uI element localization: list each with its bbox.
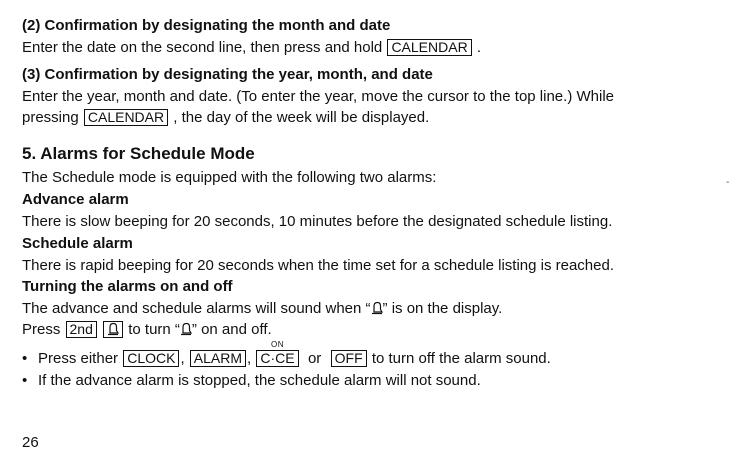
comma: , xyxy=(247,350,252,367)
section-2-text-part1: Enter the date on the second line, then press and hold xyxy=(22,39,383,56)
off-key: OFF xyxy=(331,350,367,367)
press-label: Press xyxy=(22,321,61,338)
schedule-alarm-heading: Schedule alarm xyxy=(22,235,133,252)
onoff-line1-part2: ” is on the display. xyxy=(382,300,503,317)
bell-icon xyxy=(371,301,383,315)
second-key: 2nd xyxy=(66,321,97,338)
bullet-2 xyxy=(22,372,481,390)
section-5-intro: The Schedule mode is equipped with the following two alarms: xyxy=(22,169,437,186)
bell-key xyxy=(103,321,123,338)
section-5-title: 5. Alarms for Schedule Mode xyxy=(22,144,255,163)
bullet-1-part2: to turn off the alarm sound. xyxy=(371,350,551,367)
edge-mark: - xyxy=(726,177,730,188)
section-3-heading: (3) Confirmation by designating the year, month, and date xyxy=(22,66,433,83)
press-mid: to turn “ xyxy=(128,321,180,338)
schedule-alarm-text: There is rapid beeping for 20 seconds when the time set for a schedule listing is reached. xyxy=(22,257,615,274)
calendar-key: CALENDAR xyxy=(84,109,168,126)
advance-alarm-heading: Advance alarm xyxy=(22,191,129,208)
section-2-heading: (2) Confirmation by designating the month and date xyxy=(22,17,391,34)
alarm-key: ALARM xyxy=(190,350,246,367)
section-2-text-part2: . xyxy=(476,39,482,56)
bell-icon xyxy=(107,322,119,336)
advance-alarm-text: There is slow beeping for 20 seconds, 10 minutes before the designated schedule listing. xyxy=(22,213,613,230)
on-label: ON xyxy=(270,340,284,349)
section-3-line2-part1: pressing xyxy=(22,109,79,126)
section-3-line2 xyxy=(22,109,429,127)
press-end: ” on and off. xyxy=(191,321,272,338)
clock-key: CLOCK xyxy=(123,350,179,367)
or-text: or xyxy=(307,350,322,367)
section-2-text xyxy=(22,39,481,57)
section-3-line1: Enter the year, month and date. (To enter the year, move the cursor to the top line.) While xyxy=(22,88,614,105)
bullet-1 xyxy=(22,340,551,368)
cce-key-label: C·CE xyxy=(260,350,295,366)
section-3-line2-part2: , the day of the week will be displayed. xyxy=(173,109,430,126)
calendar-key: CALENDAR xyxy=(387,39,471,56)
bullet-2-text: If the advance alarm is stopped, the schedule alarm will not sound. xyxy=(38,372,481,389)
bullet-mark: • xyxy=(22,350,28,367)
page-number: 26 xyxy=(22,434,39,451)
bullet-mark: • xyxy=(22,372,28,389)
onoff-line1-part1: The advance and schedule alarms will sound when “ xyxy=(22,300,371,317)
bullet-1-part1: Press either xyxy=(38,350,119,367)
cce-key xyxy=(256,340,298,367)
onoff-heading: Turning the alarms on and off xyxy=(22,278,233,295)
comma: , xyxy=(180,350,185,367)
onoff-line1 xyxy=(22,300,502,318)
bell-icon xyxy=(180,322,192,336)
press-line xyxy=(22,321,272,339)
